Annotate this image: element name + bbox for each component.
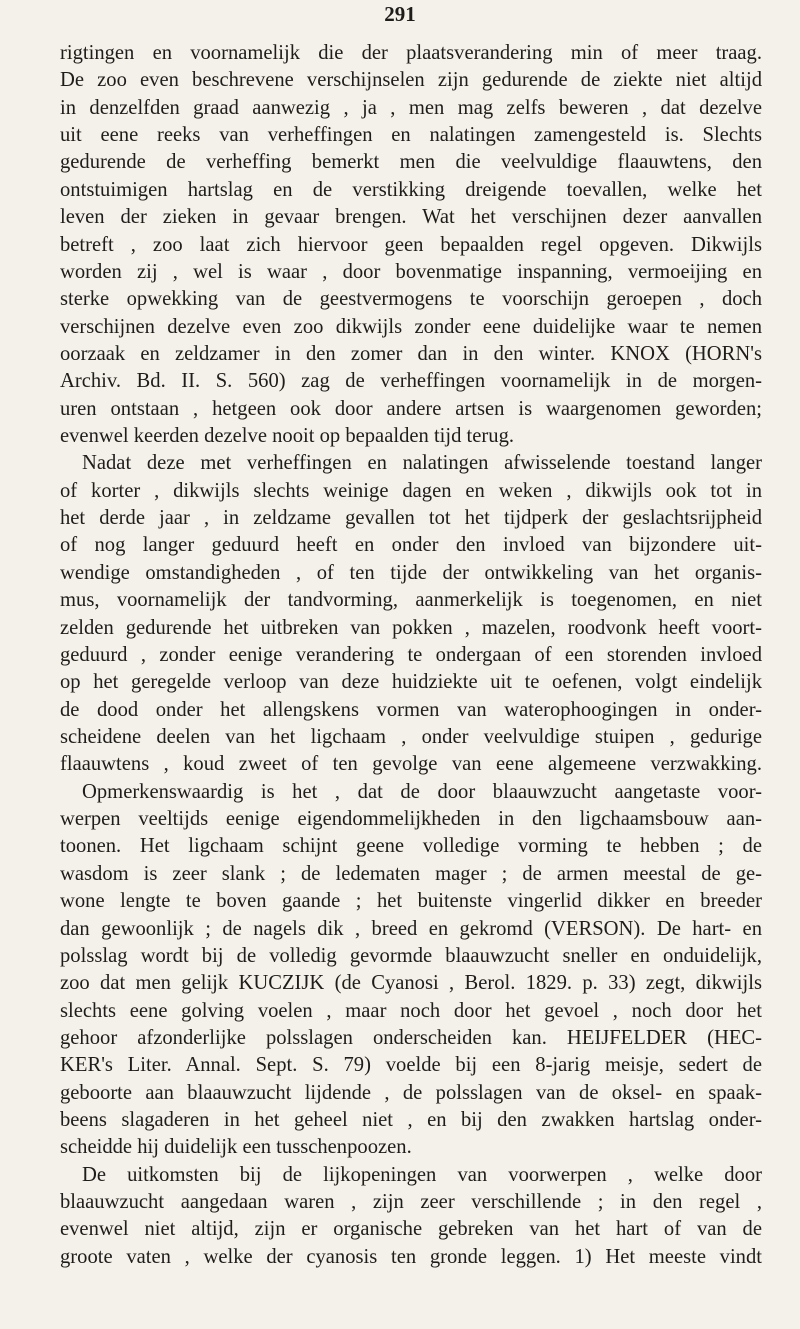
- text-line: geduurd , zonder eenige verandering te ondergaan of een storenden invloed: [60, 643, 762, 666]
- text-line: Archiv. Bd. II. S. 560) zag de verheffingen voornamelijk in de morgen-: [60, 370, 762, 393]
- text-line: gedurende de verheffing bemerkt men die veelvuldige flaauwtens, den: [60, 151, 762, 174]
- text-line: evenwel niet altijd, zijn er organische gebreken van het hart of van de: [60, 1218, 762, 1241]
- text-line: blaauwzucht aangedaan waren , zijn zeer verschillende ; in den regel ,: [60, 1191, 762, 1214]
- text-line: De uitkomsten bij de lijkopeningen van voorwerpen , welke door: [82, 1163, 762, 1186]
- text-line: gehoor afzonderlijke polsslagen onderscheiden kan. HEIJFELDER (HEC-: [60, 1026, 762, 1049]
- text-line: de dood onder het allengskens vormen van waterophoogingen in onder-: [60, 698, 762, 721]
- text-line: toonen. Het ligchaam schijnt geene volledige vorming te hebben ; de: [60, 835, 762, 858]
- text-line: KER's Liter. Annal. Sept. S. 79) voelde bij een 8-jarig meisje, sedert de: [60, 1054, 762, 1077]
- text-line: zelden gedurende het uitbreken van pokken , mazelen, roodvonk heeft voort-: [60, 616, 762, 639]
- text-line: groote vaten , welke der cyanosis ten gronde leggen. 1) Het meeste vindt: [60, 1245, 762, 1268]
- text-line: of nog langer geduurd heeft en onder den invloed van bijzondere uit-: [60, 534, 762, 557]
- text-line: uit eene reeks van verheffingen en nalatingen zamengesteld is. Slechts: [60, 124, 762, 147]
- text-line: flaauwtens , koud zweet of ten gevolge van eene algemeene verzwakking.: [60, 753, 762, 776]
- text-line: scheidde hij duidelijk een tusschenpoozen.: [60, 1136, 412, 1159]
- text-line: wendige omstandigheden , of ten tijde der ontwikkeling van het organis-: [60, 561, 762, 584]
- text-line: of korter , dikwijls slechts weinige dagen en weken , dikwijls ook tot in: [60, 479, 762, 502]
- text-line: leven der zieken in gevaar brengen. Wat het verschijnen dezer aanvallen: [60, 206, 762, 229]
- text-line: verschijnen dezelve even zoo dikwijls zonder eene duidelijke waar te nemen: [60, 315, 762, 338]
- text-line: dan gewoonlijk ; de nagels dik , breed en gekromd (VERSON). De hart- en: [60, 917, 762, 940]
- text-line: slechts eene golving voelen , maar noch door het gevoel , noch door het: [60, 999, 762, 1022]
- text-line: ontstuimigen hartslag en de verstikking dreigende toevallen, welke het: [60, 178, 762, 201]
- text-line: werpen veeltijds eenige eigendommelijkheden in den ligchaamsbouw aan-: [60, 808, 762, 831]
- body-text: [60, 40, 762, 1271]
- text-line: sterke opwekking van de geestvermogens te voorschijn geroepen , doch: [60, 288, 762, 311]
- text-line: wasdom is zeer slank ; de ledematen mager ; de armen meestal de ge-: [60, 862, 762, 885]
- text-line: polsslag wordt bij de volledig gevormde blaauwzucht sneller en onduidelijk,: [60, 944, 762, 967]
- text-line: evenwel keerden dezelve nooit op bepaalden tijd terug.: [60, 425, 515, 448]
- text-line: zoo dat men gelijk KUCZIJK (de Cyanosi , Berol. 1829. p. 33) zegt, dikwijls: [60, 972, 762, 995]
- page-number: 291: [384, 2, 416, 26]
- text-line: mus, voornamelijk der tandvorming, aanmerkelijk is toegenomen, en niet: [60, 589, 762, 612]
- text-line: Opmerkenswaardig is het , dat de door blaauwzucht aangetaste voor-: [82, 780, 762, 803]
- text-line: geboorte aan blaauwzucht lijdende , de polsslagen van de oksel- en spaak-: [60, 1081, 762, 1104]
- text-line: betreft , zoo laat zich hiervoor geen bepaalden regel opgeven. Dikwijls: [60, 233, 762, 256]
- text-line: Nadat deze met verheffingen en nalatingen afwisselende toestand langer: [82, 452, 762, 475]
- text-line: worden zij , wel is waar , door bovenmatige inspanning, vermoeijing en: [60, 260, 762, 283]
- text-line: De zoo even beschrevene verschijnselen zijn gedurende de ziekte niet altijd: [60, 69, 762, 92]
- text-line: scheidene deelen van het ligchaam , onder veelvuldige stuipen , gedurige: [60, 725, 762, 748]
- text-line: op het geregelde verloop van deze huidziekte uit te oefenen, volgt eindelijk: [60, 671, 762, 694]
- text-line: wone lengte te boven gaande ; het buitenste vingerlid dikker en breeder: [60, 890, 762, 913]
- text-line: beens slagaderen in het geheel niet , en bij den zwakken hartslag onder-: [60, 1109, 762, 1132]
- text-line: uren ontstaan , hetgeen ook door andere artsen is waargenomen geworden;: [60, 397, 762, 420]
- text-line: oorzaak en zeldzamer in den zomer dan in den winter. KNOX (HORN's: [60, 342, 762, 365]
- text-line: het derde jaar , in zeldzame gevallen tot het tijdperk der geslachtsrijpheid: [60, 507, 762, 530]
- text-line: rigtingen en voornamelijk die der plaatsverandering min of meer traag.: [60, 42, 762, 64]
- text-line: in denzelfden graad aanwezig , ja , men mag zelfs beweren , dat dezelve: [60, 96, 762, 119]
